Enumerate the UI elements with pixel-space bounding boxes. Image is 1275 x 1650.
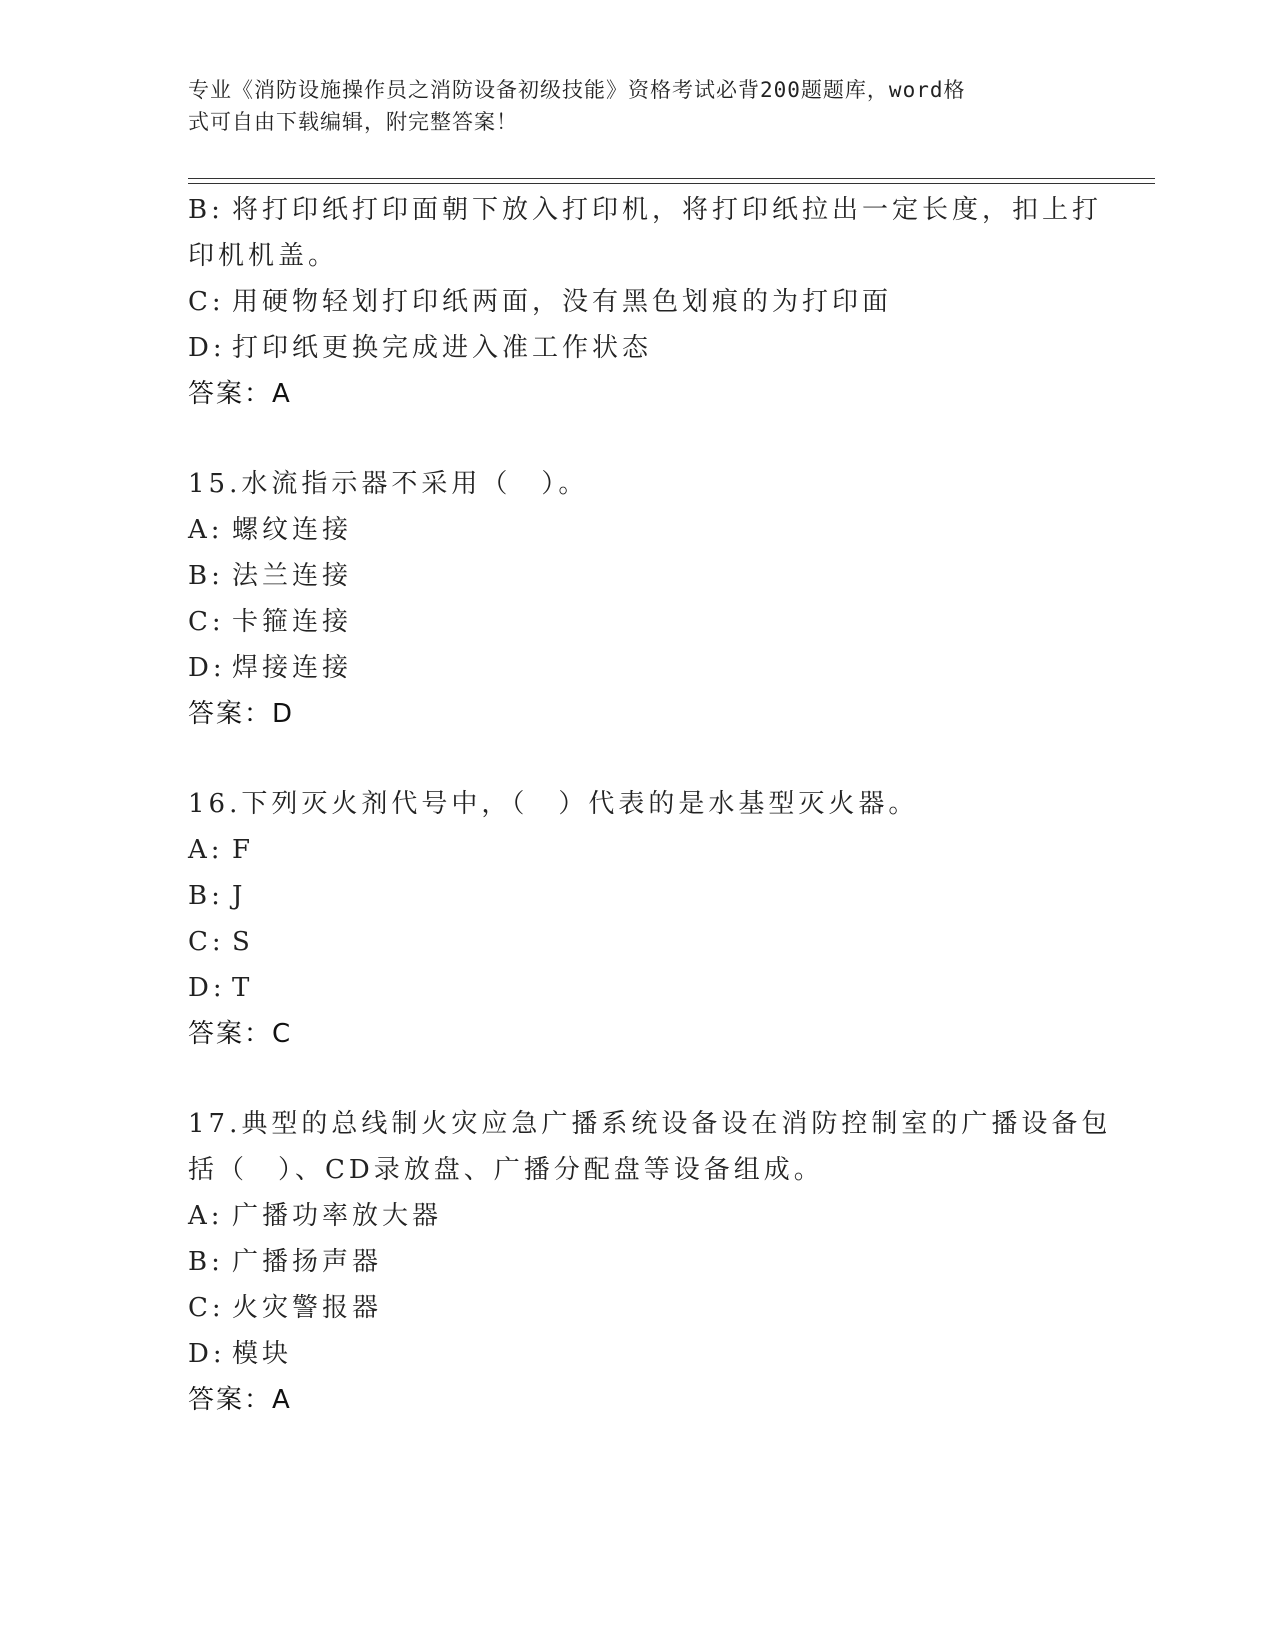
option-b-continued: 印机机盖。	[188, 241, 339, 271]
option-text: 广播功率放大器	[232, 1201, 443, 1231]
option-key: B:	[188, 881, 224, 911]
option-key: A:	[188, 1201, 224, 1231]
question-17	[188, 1101, 1112, 1423]
header-line-1: 专业《消防设施操作员之消防设备初级技能》资格考试必背200题题库，word格	[188, 78, 966, 102]
option-c	[188, 599, 1088, 645]
answer-line: 答案：A	[188, 1385, 292, 1415]
option-c	[188, 279, 1088, 325]
option-key: A:	[188, 515, 224, 545]
option-key: D:	[188, 1339, 226, 1369]
option-key: C:	[188, 1293, 225, 1323]
answer-line: 答案：D	[188, 699, 295, 729]
option-text: 将打印纸打印面朝下放入打印机，将打印纸拉出一定长度，扣上打	[232, 195, 1103, 225]
option-key: C:	[188, 607, 225, 637]
question-stem: 15.水流指示器不采用（ ）。	[188, 469, 589, 499]
header-line-2: 式可自由下载编辑，附完整答案！	[188, 110, 518, 134]
option-a	[188, 507, 1088, 553]
option-key: D:	[188, 653, 226, 683]
option-text: 火灾警报器	[232, 1293, 383, 1323]
option-c	[188, 919, 1088, 965]
option-text: S	[232, 927, 254, 957]
option-d	[188, 645, 1088, 691]
question-14-continued	[188, 187, 1103, 417]
option-key: D:	[188, 333, 226, 363]
option-key: B:	[188, 1247, 224, 1277]
option-d	[188, 325, 1088, 371]
option-b	[188, 553, 1088, 599]
option-b	[188, 187, 1103, 233]
question-15	[188, 461, 1088, 737]
option-key: D:	[188, 973, 226, 1003]
question-stem: 16.下列灭火剂代号中，（ ）代表的是水基型灭火器。	[188, 789, 919, 819]
question-stem-continued: 括（ ）、CD录放盘、广播分配盘等设备组成。	[188, 1155, 824, 1185]
option-key: B:	[188, 195, 224, 225]
option-text: 广播扬声器	[232, 1247, 383, 1277]
question-stem: 17.典型的总线制火灾应急广播系统设备设在消防控制室的广播设备包	[188, 1109, 1112, 1139]
option-text: 模块	[232, 1339, 293, 1369]
option-text: T	[232, 973, 254, 1003]
option-d	[188, 965, 1088, 1011]
answer-line: 答案：C	[188, 1019, 293, 1049]
option-a	[188, 1193, 1088, 1239]
option-key: C:	[188, 927, 225, 957]
option-text: F	[232, 835, 255, 865]
question-list	[188, 187, 1112, 1423]
option-text: 打印纸更换完成进入准工作状态	[232, 333, 653, 363]
option-d	[188, 1331, 1088, 1377]
header-divider-top	[188, 178, 1155, 179]
option-key: B:	[188, 561, 224, 591]
option-text: 卡箍连接	[232, 607, 353, 637]
option-key: A:	[188, 835, 224, 865]
option-b	[188, 1239, 1088, 1285]
option-text: J	[232, 881, 247, 911]
option-c	[188, 1285, 1088, 1331]
option-key: C:	[188, 287, 225, 317]
option-a	[188, 827, 1088, 873]
option-text: 螺纹连接	[232, 515, 353, 545]
option-b	[188, 873, 1088, 919]
answer-line: 答案：A	[188, 379, 292, 409]
option-text: 焊接连接	[232, 653, 353, 683]
document-header	[188, 74, 1088, 138]
option-text: 法兰连接	[232, 561, 353, 591]
option-text: 用硬物轻划打印纸两面，没有黑色划痕的为打印面	[232, 287, 893, 317]
header-divider-bottom	[188, 183, 1155, 184]
question-16	[188, 781, 1088, 1057]
